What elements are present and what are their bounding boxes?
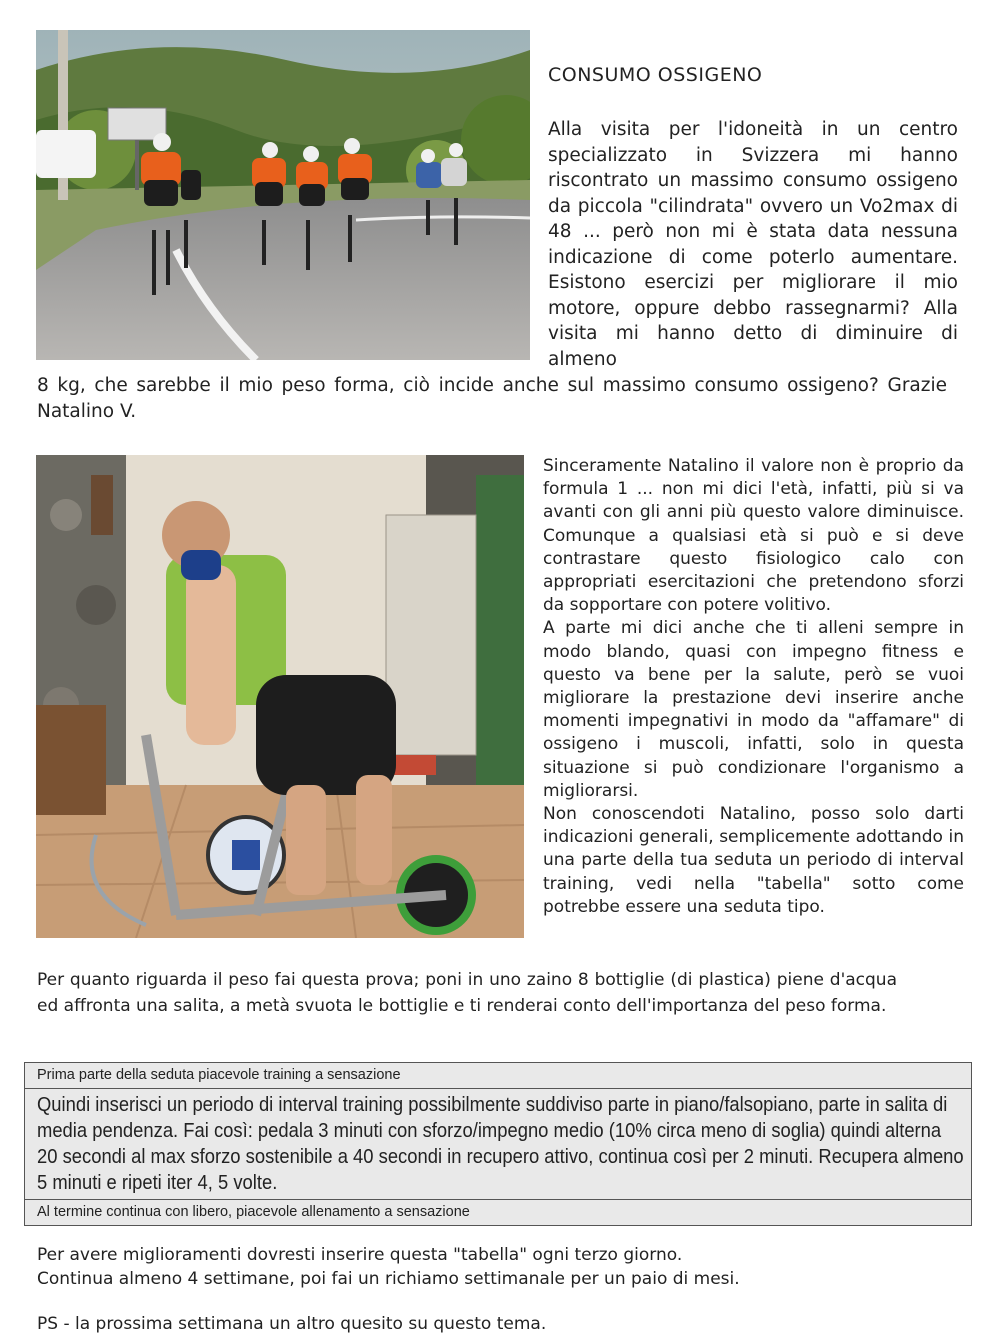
answer-paragraph-3: Non conoscendoti Natalino, posso solo darti indicazioni generali, semplicemente adottando in una parte della tua seduta un periodo di interval training, vedi nella "tabella" sotto come potrebbe essere una seduta tipo. [543,804,964,917]
table-row: Al termine continua con libero, piacevole allenamento a sensazione [37,1204,470,1220]
question-text-continued: 8 kg, che sarebbe il mio peso forma, ciò incide anche sul massimo consumo ossigeno? Grazie Natalino V. [37,375,947,422]
footer-text [37,1244,937,1291]
footer-line-1: Per avere miglioramenti dovresti inserire questa "tabella" ogni terzo giorno. [37,1245,683,1265]
test-bike-photo [36,455,524,938]
answer-paragraph-1: Sinceramente Natalino il valore non è proprio da formula 1 ... non mi dici l'età, infatti, più si va avanti con gli anni più questo valore diminuisce. Comunque a qualsiasi età si può e si deve contrastare questo fisiologico calo con appropriati esercitazioni che pretendono sforzi da sopportare con potere volitivo. [543,456,964,616]
postscript: PS - la prossima settimana un altro quesito su questo tema. [37,1314,547,1334]
question-text: Alla visita per l'idoneità in un centro specializzato in Svizzera mi hanno riscontrato un massimo consumo ossigeno da piccola "cilindrata" ovvero un Vo2max di 48 ... però non mi è stata data nessuna indicazione di come poterlo aumentare. Esistono esercizi per migliorare il mio motore, oppure debbo rassegnarmi? Alla visita mi hanno detto di diminuire di almeno [548,119,958,370]
table-row: Prima parte della seduta piacevole training a sensazione [25,1063,971,1089]
cyclists-photo [36,30,530,360]
article-title: CONSUMO OSSIGENO [548,64,763,86]
answer-paragraph-4: Per quanto riguarda il peso fai questa prova; poni in uno zaino 8 bottiglie (di plastica) piene d'acqua ed affronta una salita, a metà svuota le bottiglie e ti renderai conto dell'importanza del peso forma. [37,970,897,1016]
table-row-main-text: Quindi inserisci un periodo di interval training possibilmente suddiviso parte in piano/falsopiano, parte in salita di media pendenza. Fai così: pedala 3 minuti con sforzo/impegno medio (10% circa meno di soglia) quindi alterna 20 secondi al max sforzo sostenibile a 40 secondi in recupero attivo, continua così per 2 minuti. Recupera almeno 5 minuti e ripeti iter 4, 5 volte. [37,1094,964,1194]
answer-paragraph-2: A parte mi dici anche che ti alleni sempre in modo blando, quasi con impegno fitness e questo va bene per la salute, però se vuoi migliorare la prestazione devi inserire anche momenti impegnativi in modo da "affamare" di ossigeno i muscoli, infatti, solo in questa situazione si può condizionare l'organismo a migliorarsi. [543,618,964,801]
footer-line-2: Continua almeno 4 settimane, poi fai un richiamo settimanale per un paio di mesi. [37,1268,740,1289]
training-table [24,1062,972,1226]
answer-text [543,455,964,919]
table-row [25,1089,971,1200]
